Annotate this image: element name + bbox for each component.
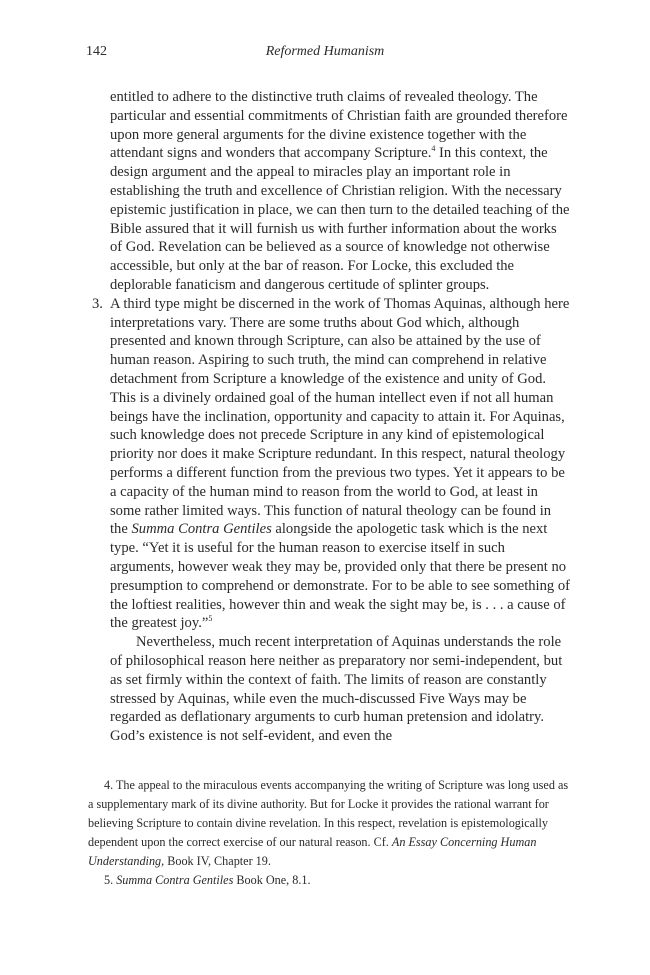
page-number: 142 bbox=[86, 44, 107, 59]
work-title: Summa Contra Gentiles bbox=[131, 521, 272, 538]
footnotes bbox=[88, 776, 570, 890]
running-head: Reformed Humanism bbox=[265, 44, 385, 59]
footnote-number: 4. bbox=[104, 778, 114, 792]
list-item-paragraph bbox=[110, 295, 570, 633]
footnote-ref-5[interactable]: 5 bbox=[208, 614, 213, 624]
footnote-ref-4[interactable]: 4 bbox=[431, 144, 436, 154]
body-text bbox=[92, 88, 571, 746]
footnote-text: The appeal to the miraculous events accompanying the writing of Scripture was long used as a supplementary mark of its divine authority. But for Locke it provides the rational warrant for believing Scripture to contain divine revelation. In this respect, revelation is epistemologically dependent upon the correct exercise of our natural reason. Cf. bbox=[88, 778, 569, 849]
footnote-5 bbox=[88, 871, 570, 890]
footnote-title: An Essay Concerning Human Understanding, bbox=[88, 835, 537, 868]
footnote-title: Summa Contra Gentiles bbox=[116, 873, 234, 887]
continuation-text-1: entitled to adhere to the distinctive truth claims of revealed theology. The particular and essential commitments of Christian faith are grounded therefore upon more general arguments for the divine existence together with the attendant signs and wonders that accompany Scripture. bbox=[110, 89, 568, 162]
list-item-3 bbox=[92, 295, 571, 746]
continuation-text-2: In this context, the design argument and the appeal to miracles play an important role in establishing the truth and excellence of Christian religion. With the necessary epistemic justification in place, we can then turn to the detailed teaching of the Bible assured that it will furnish us with further information about the works of God. Revelation can be believed as a source of knowledge not otherwise accessible, but only at the bar of reason. For Locke, this excluded the deplorable fanaticism and dangerous certitude of splinter groups. bbox=[110, 145, 570, 293]
footnote-number: 5. bbox=[104, 873, 114, 887]
item3-text-1: A third type might be discerned in the work of Thomas Aquinas, although here interpretations vary. There are some truths about God which, although presented and known through Scripture, can also be attained by the use of human reason. Aspiring to such truth, the mind can comprehend in relative detachment from Scripture a knowledge of the existence and unity of God. This is a divinely ordained goal of the human intellect even if not all human beings have the inclination, opportunity and capacity to attain it. For Aquinas, such knowledge does not precede Scripture in any kind of epistemological priority nor does it make Scripture redundant. In this respect, natural theology performs a different function from the previous two types. Yet it appears to be a capacity of the human mind to reason from the world to God, at least in some rather limited ways. This function of natural theology can be found in the bbox=[110, 295, 570, 538]
footnote-text-end: Book One, 8.1. bbox=[233, 873, 311, 887]
continuation-paragraph bbox=[110, 88, 570, 295]
footnote-text-end: Book IV, Chapter 19. bbox=[164, 854, 271, 868]
list-item-paragraph-2: Nevertheless, much recent interpretation of Aquinas understands the role of philosophical reason here neither as preparatory nor semi-independent, but as set firmly within the context of faith. The limits of reason are constantly stressed by Aquinas, while even the much-discussed Five Ways may be regarded as deflationary arguments to curb human pretension and idolatry. God’s existence is not self-evident, and even the bbox=[110, 634, 563, 745]
footnote-4 bbox=[88, 776, 570, 871]
list-number: 3. bbox=[92, 295, 103, 312]
item3-text-2: alongside the apologetic task which is the next type. “Yet it is useful for the human reason to exercise itself in such arguments, however weak they may be, provided only that there be present no presumption to comprehend or demonstrate. For to be able to see something of the loftiest realities, however thin and weak the sight may be, is . . . a cause of the greatest joy.” bbox=[110, 521, 571, 632]
